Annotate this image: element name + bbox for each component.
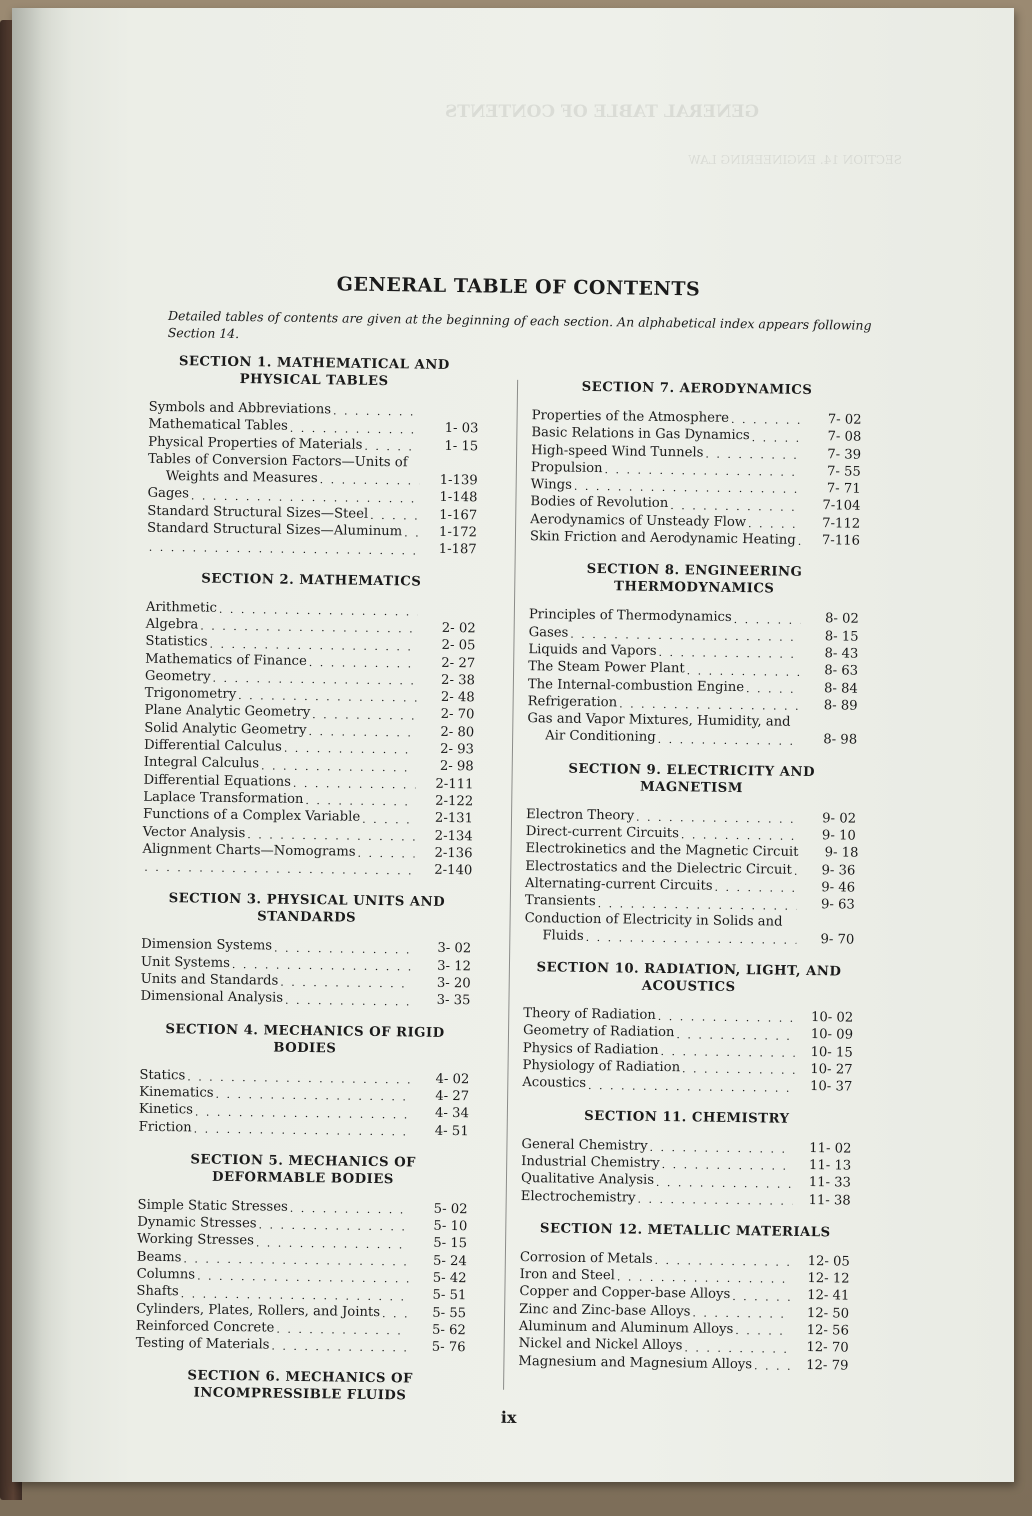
entry-label: Basic Relations in Gas Dynamics [531,425,750,444]
entry-page: 3- 12 [437,958,472,975]
column-divider [503,380,518,1390]
entry-page: 10- 09 [810,1027,854,1044]
dot-leader [285,993,413,1009]
left-column [135,353,480,1421]
toc-entry [148,451,478,490]
dot-leader [732,1290,791,1305]
dot-leader [654,1254,792,1270]
entry-label: Algebra [145,616,199,633]
entry-label: Propulsion [530,459,603,476]
dot-leader [276,1323,408,1339]
entry-label: Laplace Transformation [143,789,304,807]
entry-page: 7-104 [822,498,861,515]
entry-page: 7-112 [822,515,861,532]
entry-page: 8- 43 [824,646,859,662]
entry-label: Properties of the Atmosphere [531,408,730,426]
dot-leader [149,540,419,558]
entry-page: 4- 27 [435,1088,470,1105]
toc-entry [522,1074,852,1096]
dot-leader [284,742,416,758]
entry-page: 10- 15 [810,1044,853,1061]
entry-label: Qualitative Analysis [520,1171,655,1189]
dot-leader [658,1010,796,1026]
entry-label: Kinematics [139,1084,214,1101]
entry-page: 1-187 [438,542,477,558]
book-page [12,8,1014,1482]
dot-leader [752,431,804,446]
entry-label: Acoustics [522,1075,587,1092]
entry-page: 7- 02 [827,412,862,428]
dot-leader [293,777,416,793]
entry-label: General Chemistry [521,1136,648,1154]
section-heading: SECTION 10. RADIATION, LIGHT, AND ACOUSTICS [536,960,842,996]
dot-leader [684,1341,790,1356]
dot-leader [308,725,416,741]
entry-label: Mathematical Tables [148,417,288,434]
dot-leader [212,672,417,689]
entry-page: 7- 39 [827,446,862,463]
entry-page: 4- 02 [435,1071,470,1087]
dot-leader [357,847,414,862]
dot-leader [705,447,803,462]
entry-page: 7-116 [821,533,861,549]
entry-page: 2-122 [435,793,474,810]
entry-label: Principles of Thermodynamics [528,607,732,626]
entry-label: Skin Friction and Aerodynamic Heating [529,529,796,548]
dot-leader [256,1236,409,1252]
entry-page: 9- 02 [822,810,857,827]
entry-label: Corrosion of Metals [519,1249,653,1267]
entry-label: The Steam Power Plant [528,659,685,677]
entry-page: 8- 02 [824,611,859,628]
dot-leader [734,613,801,628]
section-heading: SECTION 11. CHEMISTRY [584,1108,790,1127]
dot-leader [682,1063,795,1079]
right-column [518,378,862,1389]
entry-page: 11- 02 [809,1140,852,1157]
entry-label: The Internal-combustion Engine [527,676,745,695]
entry-page: 5- 51 [432,1288,467,1304]
entry-page: 8- 84 [823,680,858,697]
entry-label: Differential Equations [143,772,292,790]
entry-page: 12- 70 [806,1340,849,1356]
entry-page: 2-111 [435,776,474,792]
toc-entry [524,910,854,949]
entry-label: Copper and Copper-base Alloys [519,1284,731,1303]
dot-leader [692,1306,791,1321]
dot-leader [656,1175,793,1191]
entry-page: 12- 56 [806,1323,849,1339]
dot-leader [586,931,797,948]
dot-leader [194,1122,411,1139]
entry-label: Arithmetic [145,599,218,616]
entry-label: Geometry [144,668,211,685]
dot-leader [312,708,416,723]
entry-label-continued: Air Conditioning [545,728,656,746]
entry-label: Electrochemistry [520,1188,636,1206]
entry-page: 1- 15 [444,438,479,454]
dot-leader [658,733,800,749]
dot-leader [604,463,802,480]
entry-page: 3- 20 [436,975,471,992]
entry-label: Transients [524,893,596,910]
entry-page: 5- 15 [433,1236,468,1252]
entry-page: 2- 98 [439,759,474,775]
dot-leader [794,865,798,879]
dot-leader [588,1079,794,1096]
entry-page: 10- 37 [809,1079,853,1095]
entry-page: 9- 63 [820,897,855,913]
entry-label: Dimensional Analysis [140,989,284,1007]
entry-label: Columns [136,1266,196,1283]
entry-page: 1-172 [438,524,478,541]
entry-page: 12- 50 [806,1305,850,1322]
entry-label: Trigonometry [144,685,237,703]
toc-section [142,569,476,879]
dot-leader [662,1158,794,1174]
dot-leader [370,509,419,524]
toc-section [139,1020,471,1140]
entry-continuation [524,927,854,949]
entry-label: Liquids and Vapors [528,642,657,659]
dot-leader [362,812,415,827]
toc-section [518,1220,850,1375]
dot-leader [660,1045,794,1061]
entry-page: 2- 48 [440,690,475,706]
section-heading: SECTION 8. ENGINEERING THERMODYNAMICS [586,562,803,597]
entry-page: 11- 13 [808,1157,852,1174]
entry-page: 2- 93 [440,741,475,758]
toc-section [530,378,862,550]
entry-label: Differential Calculus [143,737,282,755]
toc-section [147,353,480,559]
entry-page: 1- 03 [444,421,479,437]
entry-label: Industrial Chemistry [521,1153,660,1171]
entry-label: Electrostatics and the Dielectric Circuit [525,858,792,878]
dot-leader [271,1340,407,1356]
entry-page: 11- 33 [808,1175,852,1191]
show-through-text: GENERAL TABLE OF CONTENTS SECTION 14. ENGINEERING LAW [444,102,902,167]
entry-page: 2-136 [434,845,473,862]
entry-label: Cylinders, Plates, Rollers, and Joints [136,1301,381,1320]
entry-label: Shafts [136,1283,179,1300]
entry-label: Dynamic Stresses [137,1214,257,1232]
entry-page: 11- 38 [808,1192,851,1209]
dot-leader [746,682,800,697]
entry-label: Dimension Systems [141,937,273,954]
section-heading: SECTION 1. MATHEMATICAL AND PHYSICAL TABLES [178,354,450,390]
entry-page: 8- 15 [824,628,859,645]
section-heading: SECTION 2. MATHEMATICS [201,571,422,590]
entry-page: 5- 10 [433,1218,468,1235]
entry-page: 2-131 [434,811,474,827]
dot-leader [735,1324,791,1339]
section-heading: SECTION 6. MECHANICS OF INCOMPRESSIBLE FLUIDS [187,1368,414,1404]
entry-label: Magnesium and Magnesium Alloys [518,1353,753,1372]
entry-label: Bodies of Revolution [530,494,669,512]
toc-section [522,959,854,1096]
section-heading: SECTION 9. ELECTRICITY AND MAGNETISM [568,761,816,796]
dot-leader [309,656,418,672]
entry-label: Friction [138,1119,192,1135]
entry-page: 2-140 [434,862,473,879]
dot-leader [364,440,420,455]
entry-page: 1-139 [439,473,478,489]
dot-leader [290,1202,410,1218]
toc-entry [521,1188,851,1210]
entry-label: Theory of Radiation [523,1006,656,1024]
toc-section [527,560,860,749]
entry-label: Wings [530,477,573,493]
dot-leader [676,1028,795,1044]
entry-page: 8- 89 [823,698,858,714]
section-heading: SECTION 3. PHYSICAL UNITS AND STANDARDS [168,891,446,927]
entry-page: 2- 38 [441,672,476,689]
toc-entry [518,1353,848,1375]
entry-label: Unit Systems [140,954,231,971]
entry-page: 5- 62 [431,1322,466,1339]
dot-leader [258,1219,409,1235]
toc-section [521,1107,852,1210]
entry-page: 3- 35 [436,993,471,1009]
entry-page: 2-134 [434,828,473,844]
toc-section [136,1150,469,1356]
dot-leader [404,527,419,541]
section-heading: SECTION 7. AERODYNAMICS [581,379,813,399]
entry-continuation [527,728,857,750]
entry-label: Gages [147,486,190,502]
entry-label: Functions of a Complex Variable [142,806,361,825]
toc-entry [139,1118,469,1140]
section-heading: SECTION 5. MECHANICS OF DEFORMABLE BODIES [190,1152,417,1188]
entry-label: Direct-current Circuits [525,824,680,842]
dot-leader [333,405,421,420]
entry-label: Mathematics of Finance [145,651,307,669]
toc-section [140,890,472,1010]
entry-label: Iron and Steel [519,1267,616,1284]
intro-note: Detailed tables of contents are given at the beginning of each section. An alphabetical index appears following Section 14. [167,308,872,342]
entry-page: 2- 02 [441,620,476,637]
dot-leader [274,941,413,957]
toc-entry [147,537,477,559]
entry-page: 4- 34 [434,1106,469,1122]
entry-page: 2- 70 [440,707,475,723]
entry-label: Alignment Charts—Nomograms [142,841,356,860]
entry-page: 9- 10 [821,828,856,844]
dot-leader [731,413,804,428]
entry-label: Solid Analytic Geometry [144,720,307,738]
entry-label: Tables of Conversion Factors—Units of [147,451,408,471]
entry-label: Standard Structural Sizes—Steel [147,503,369,522]
dot-leader [305,794,415,810]
dot-leader [215,1088,411,1105]
entry-label: Beams [136,1249,182,1265]
entry-label: Electron Theory [525,806,635,824]
entry-page: 1-148 [439,490,478,506]
page-title: GENERAL TABLE OF CONTENTS [336,273,701,301]
dot-leader [798,535,802,549]
entry-label: Gases [528,624,569,641]
entry-label: Physiology of Radiation [522,1058,681,1076]
entry-page: 12- 12 [807,1271,850,1287]
entry-page: 3- 02 [437,941,472,957]
entry-label: Geometry of Radiation [522,1023,675,1041]
dot-leader [637,1192,792,1208]
dot-leader [197,1270,409,1287]
entry-label: Nickel and Nickel Alloys [518,1336,683,1354]
dot-leader [144,861,414,879]
entry-label: Zinc and Zinc-base Alloys [519,1301,691,1320]
entry-label-continued: Fluids [542,928,584,944]
dot-leader [320,474,420,489]
page-number: ix [500,1407,517,1427]
entry-page: 10- 02 [810,1010,854,1026]
entry-page: 9- 18 [824,845,859,862]
entry-label: Simple Static Stresses [137,1197,288,1215]
entry-label: Physical Properties of Materials [148,434,363,453]
entry-page: 7- 71 [826,481,861,497]
entry-page: 9- 70 [820,932,855,948]
toc-entry [527,710,857,749]
entry-label: Standard Structural Sizes—Aluminum [146,520,403,540]
entry-page: 5- 24 [432,1253,467,1269]
entry-label: Vector Analysis [142,824,246,841]
entry-label: Working Stresses [136,1232,254,1249]
entry-page: 10- 27 [810,1062,853,1078]
section-heading: SECTION 4. MECHANICS OF RIGID BODIES [165,1021,445,1057]
entry-label: Kinetics [138,1101,194,1118]
entry-page: 8- 98 [823,732,858,749]
entry-page: 5- 42 [432,1270,467,1287]
entry-label: Units and Standards [140,971,279,989]
entry-page: 5- 76 [431,1339,466,1356]
entry-label: Reinforced Concrete [135,1318,275,1336]
entry-page: 9- 46 [821,880,856,896]
entry-label: Conduction of Electricity in Solids and [524,910,783,930]
entry-label: Symbols and Abbreviations [148,399,332,418]
entry-label: Refrigeration [527,693,618,711]
dot-leader [382,1307,408,1321]
dot-leader [748,517,802,532]
entry-page: 2- 27 [441,655,476,671]
dot-leader [195,1105,411,1122]
entry-page: 2- 80 [440,724,475,741]
toc-entry [142,858,472,880]
entry-page: 7- 08 [827,429,862,446]
toc-entry [530,528,860,550]
entry-page: 12- 79 [806,1357,849,1374]
entry-label: Integral Calculus [143,755,260,772]
entry-label: High-speed Wind Tunnels [531,442,704,461]
entry-label: Aerodynamics of Unsteady Flow [530,511,747,530]
dot-leader [714,881,797,896]
entry-label: Plane Analytic Geometry [144,703,311,721]
entry-label: Statics [139,1067,186,1083]
dot-leader [649,1141,793,1157]
entry-label: Alternating-current Circuits [525,875,713,894]
entry-label-continued: Weights and Measures [165,469,318,487]
dot-leader [754,1359,791,1374]
entry-page: 5- 02 [433,1201,468,1218]
dot-leader [280,976,413,992]
entry-page: 7- 55 [826,464,861,480]
entry-page: 8- 63 [824,663,859,679]
entry-label: Electrokinetics and the Magnetic Circuit [525,841,799,861]
entry-page: 2- 05 [441,638,476,654]
section-heading: SECTION 12. METALLIC MATERIALS [539,1221,831,1241]
toc-entry [140,988,470,1010]
entry-page: 4- 51 [434,1123,469,1139]
entry-label: Testing of Materials [135,1335,270,1353]
entry-label: Gas and Vapor Mixtures, Humidity, and [527,711,791,730]
entry-page: 5- 55 [432,1305,467,1321]
entry-label: Statistics [145,633,208,650]
entry-label: Physics of Radiation [522,1040,659,1058]
entry-page: 9- 36 [821,862,856,879]
page-content [12,8,1014,1482]
entry-page: 12- 41 [807,1288,850,1305]
toc-section [135,1367,465,1406]
entry-page: 1-167 [439,507,478,524]
dot-leader [219,603,418,620]
entry-page: 12- 05 [807,1253,850,1270]
entry-label: Aluminum and Aluminum Alloys [518,1318,734,1337]
toc-section [524,760,857,949]
toc-entry [136,1335,466,1357]
